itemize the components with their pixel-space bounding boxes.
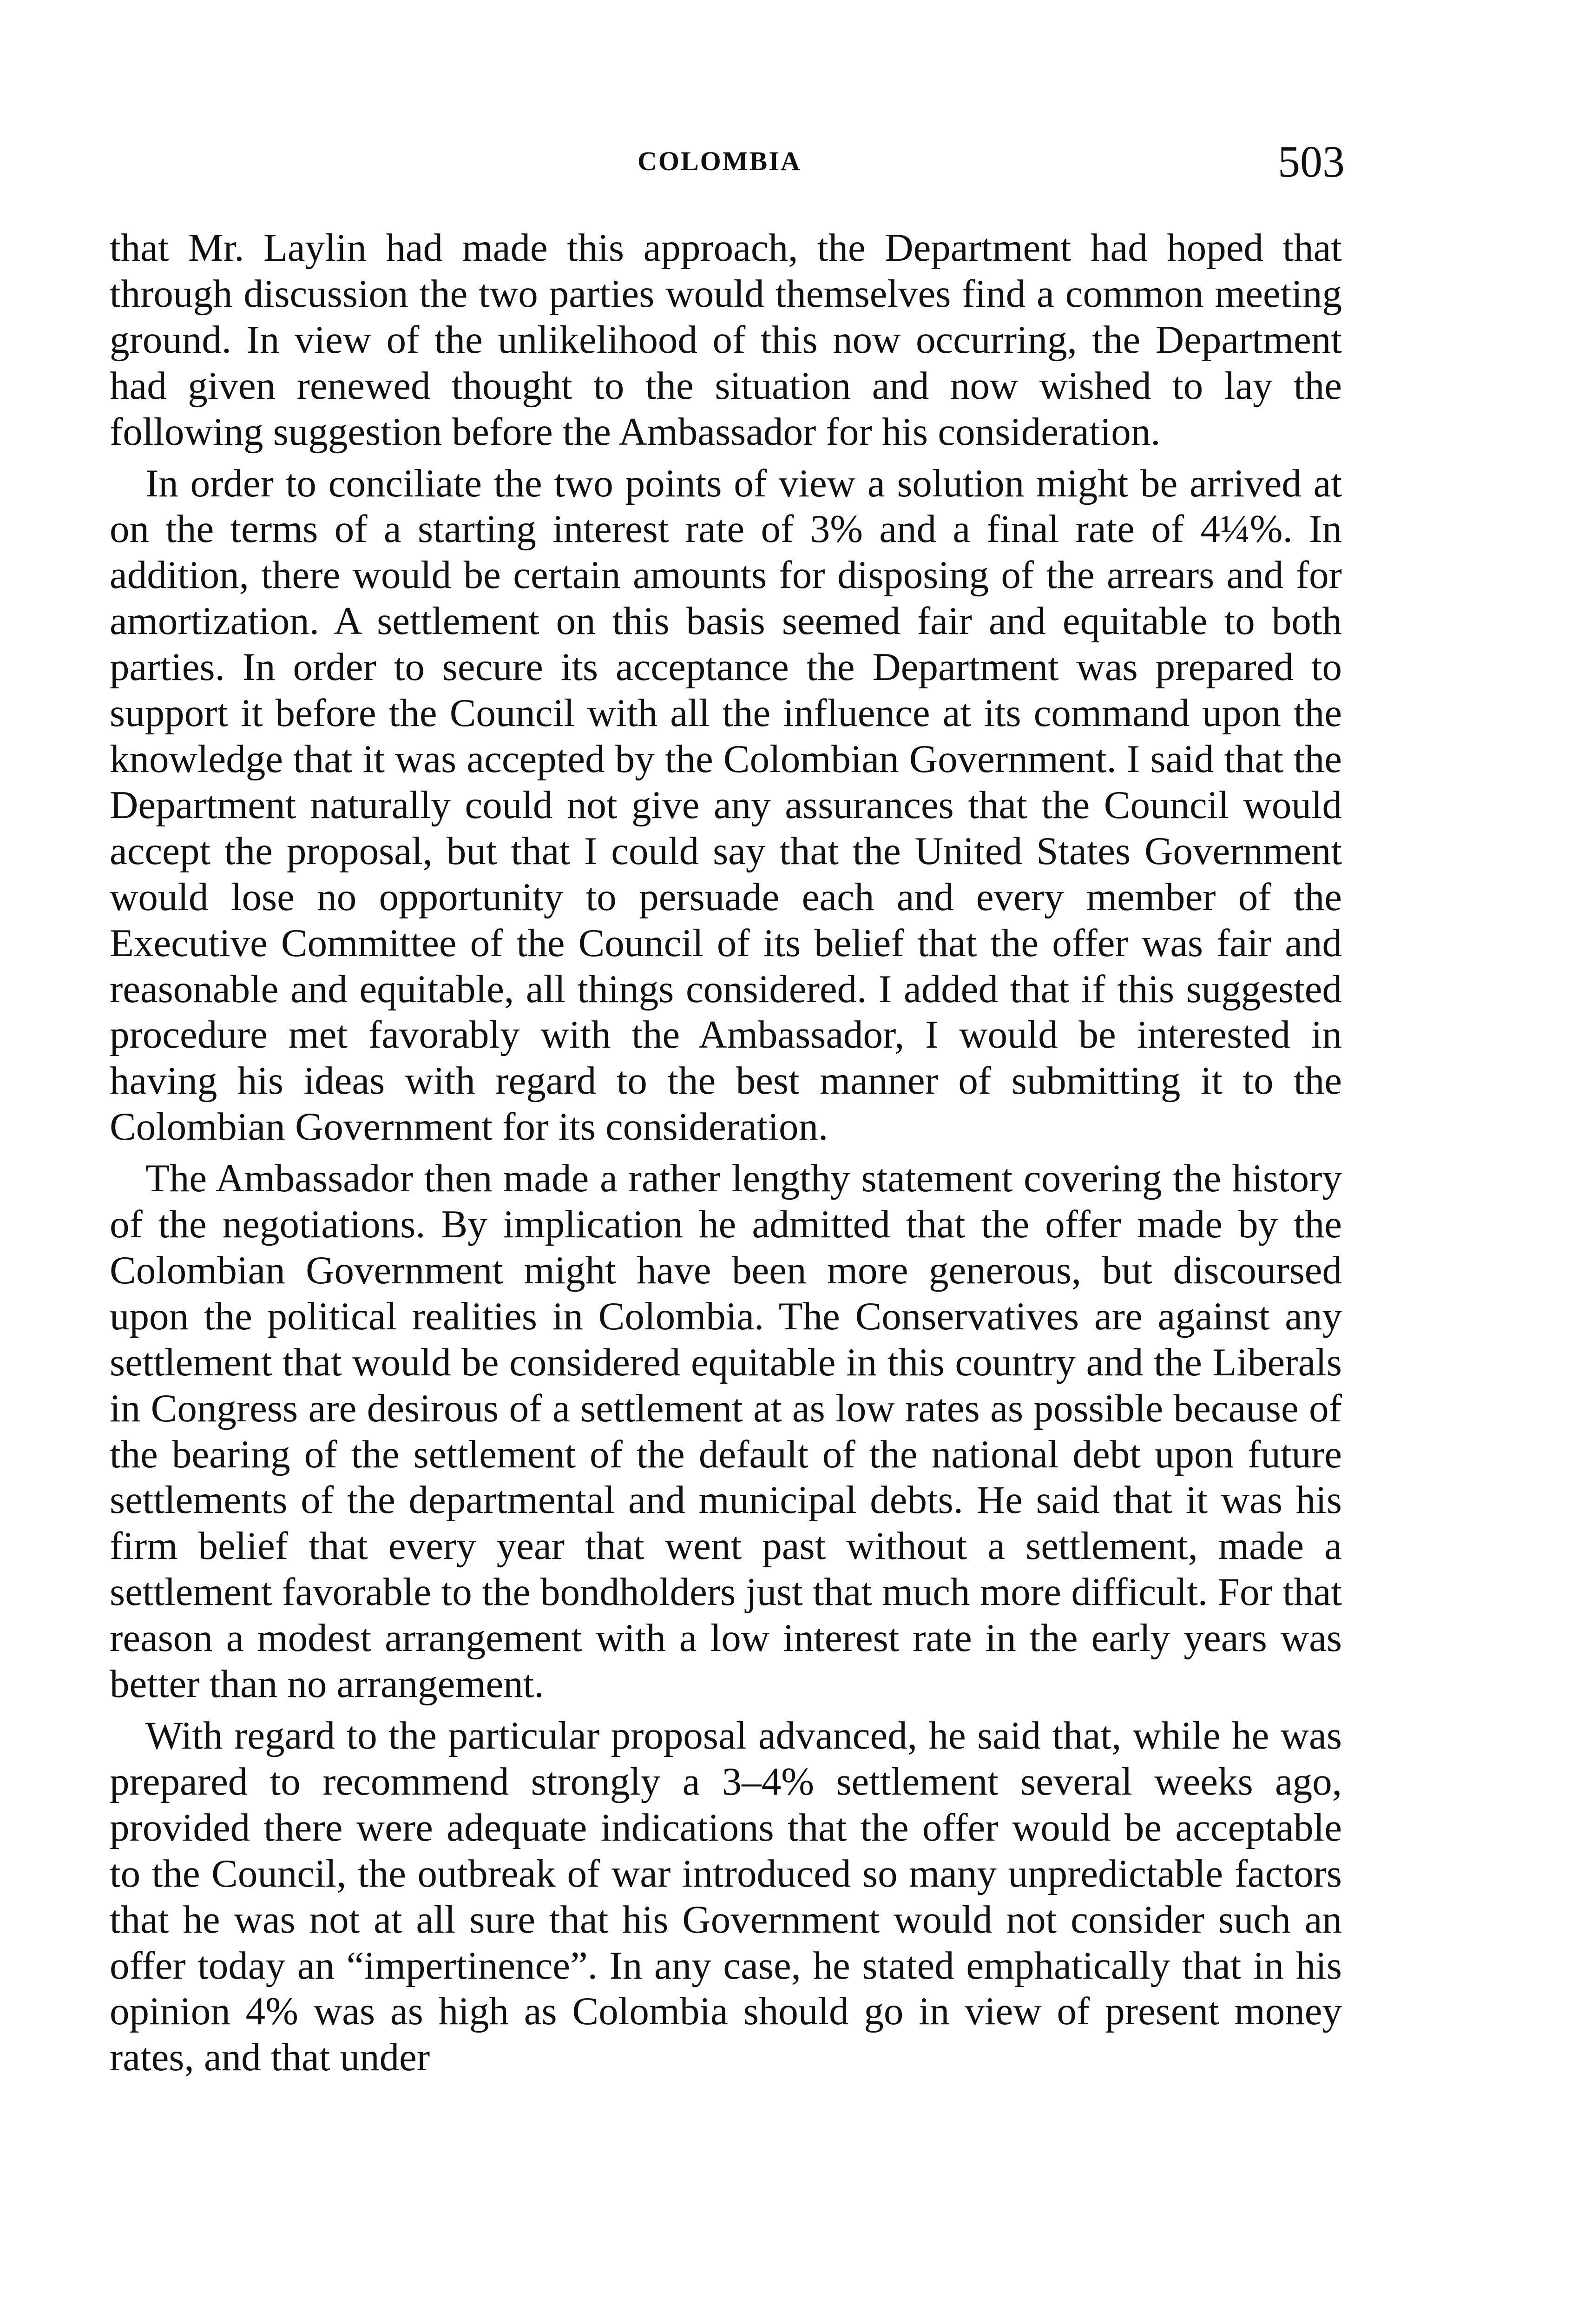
paragraph-ambassador-response: With regard to the particular proposal advanced, he said that, while he was prepared to recommend strongly a 3–4% settlement several weeks ago, provided there were adequate indications that the offer would be acceptable to the Council, the outbreak of war introduced so many unpredictable factors that he was not at all sure that his Government would not consider such an offer today an “impertinence”. In any case, he stated emphatically that in his opinion 4% was as high as Colombia should go in view of present money rates, and that under	[110, 1714, 1342, 2080]
body-text	[110, 225, 1342, 2080]
running-head-title: COLOMBIA	[638, 146, 802, 176]
paragraph-proposal: In order to conciliate the two points of view a solution might be arrived at on the terms of a starting interest rate of 3% and a final rate of 4¼%. In addition, there would be certain amounts for disposing of the arrears and for amortization. A settlement on this basis seemed fair and equitable to both parties. In order to secure its acceptance the Department was prepared to support it before the Council with all the influence at its command upon the knowledge that it was accepted by the Colombian Government. I said that the Department naturally could not give any assurances that the Council would accept the proposal, but that I could say that the United States Government would lose no opportunity to persuade each and every member of the Executive Committee of the Council of its belief that the offer was fair and reasonable and equitable, all things considered. I added that if this suggested procedure met favorably with the Ambassador, I would be interested in having his ideas with regard to the best manner of submitting it to the Colombian Government for its consideration.	[110, 461, 1342, 1149]
paragraph-continuation: that Mr. Laylin had made this approach, the Department had hoped that through discussion the two parties would themselves find a common meeting ground. In view of the unlikelihood of this now occurring, the Department had given renewed thought to the situation and now wished to lay the following suggestion before the Ambassador for his consideration.	[110, 226, 1342, 454]
paragraph-ambassador-statement: The Ambassador then made a rather lengthy statement covering the history of the negotiations. By implication he admitted that the offer made by the Colombian Government might have been more generous, but discoursed upon the political realities in Colombia. The Conservatives are against any settlement that would be considered equitable in this country and the Liberals in Congress are desirous of a settlement at as low rates as possible because of the bearing of the settlement of the default of the national debt upon future settlements of the departmental and municipal debts. He said that it was his firm belief that every year that went past without a settlement, made a settlement favorable to the bondholders just that much more difficult. For that reason a modest arrangement with a low interest rate in the early years was better than no arrangement.	[110, 1156, 1342, 1706]
page-number: 503	[1278, 137, 1345, 186]
